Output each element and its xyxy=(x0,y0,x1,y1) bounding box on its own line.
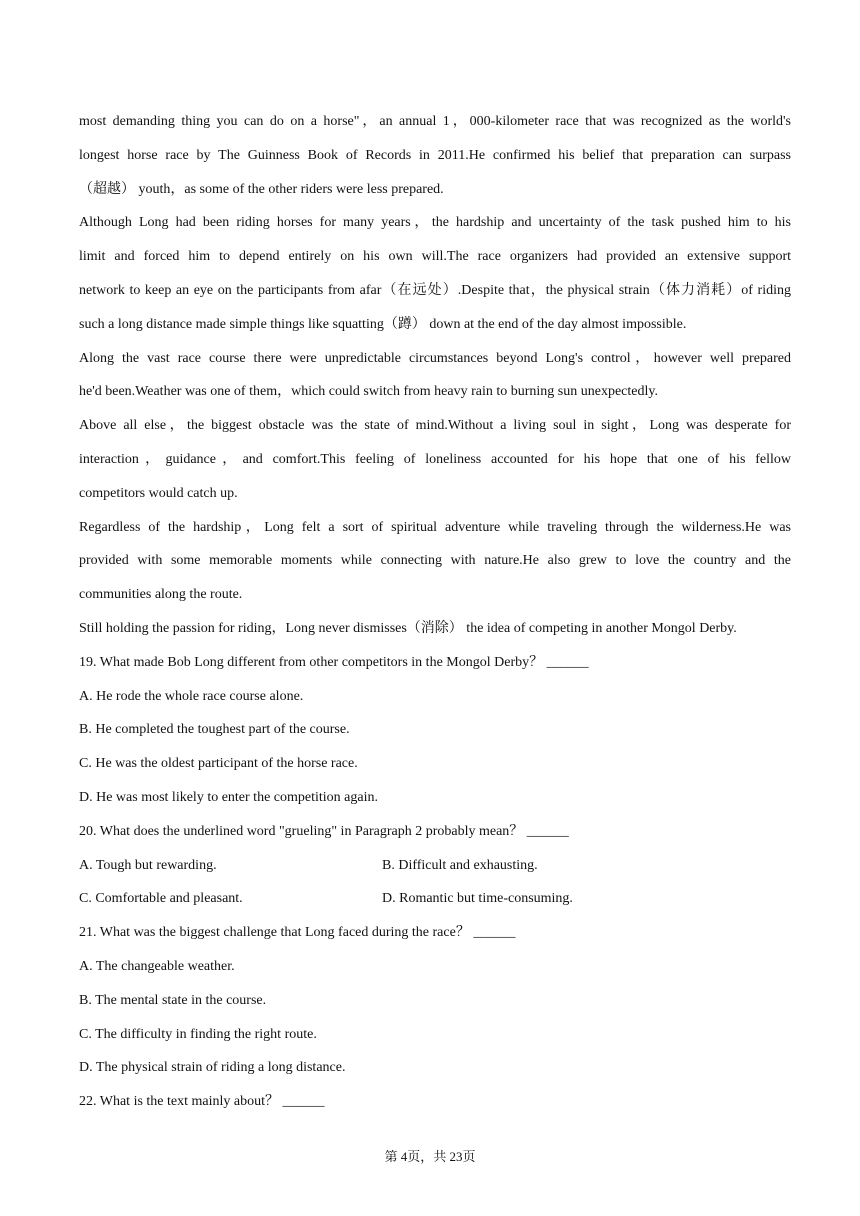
question-19 xyxy=(79,646,791,815)
text-line: Above all else，the biggest obstacle was the state of mind.Without a living soul in sight，Long was desperate for xyxy=(79,418,791,434)
text-line: competitors would catch up. xyxy=(79,485,238,501)
text-line: network to keep an eye on the participants from afar（在远处）.Despite that，the physical strain（体力消耗）of riding xyxy=(79,282,791,298)
answer-option-b: B. The mental state in the course. xyxy=(79,992,267,1008)
question-22 xyxy=(79,1085,791,1119)
paragraph xyxy=(79,206,791,341)
text-line: Although Long had been riding horses for many years，the hardship and uncertainty of the task pushed him to his xyxy=(79,215,791,231)
answer-option-c: C. He was the oldest participant of the horse race. xyxy=(79,756,358,772)
question-21 xyxy=(79,916,791,1085)
text-line: Regardless of the hardship，Long felt a sort of spiritual adventure while traveling through the wilderness.He was xyxy=(79,519,791,535)
answer-option-d: D. Romantic but time-consuming. xyxy=(382,891,573,907)
answer-option-a: A. Tough but rewarding. xyxy=(79,857,217,873)
text-line: most demanding thing you can do on a horse"，an annual 1，000-kilometer race that was recognized as the world's xyxy=(79,114,791,129)
page-content xyxy=(79,105,791,1119)
question-stem: 19. What made Bob Long different from other competitors in the Mongol Derby？ ______ xyxy=(79,654,589,670)
answer-option-c: C. Comfortable and pleasant. xyxy=(79,891,243,907)
option-row xyxy=(79,882,791,916)
answer-option-a: A. He rode the whole race course alone. xyxy=(79,688,304,704)
text-line: such a long distance made simple things like squatting（蹲） down at the end of the day almost impossible. xyxy=(79,316,687,332)
answer-option-c: C. The difficulty in finding the right route. xyxy=(79,1026,317,1042)
text-line: longest horse race by The Guinness Book of Records in 2011.He confirmed his belief that preparation can surpass xyxy=(79,147,791,163)
page-number: 第 4页，共 23页 xyxy=(384,1149,476,1164)
question-stem: 20. What does the underlined word "grueling" in Paragraph 2 probably mean？ ______ xyxy=(79,823,569,839)
paragraph xyxy=(79,511,791,612)
text-line: Along the vast race course there were unpredictable circumstances beyond Long's control，however well prepared xyxy=(79,350,791,366)
question-stem: 21. What was the biggest challenge that Long faced during the race？ ______ xyxy=(79,925,516,941)
paragraph xyxy=(79,409,791,510)
text-line: he'd been.Weather was one of them，which could switch from heavy rain to burning sun unexpectedly. xyxy=(79,384,658,400)
answer-option-a: A. The changeable weather. xyxy=(79,958,235,974)
question-stem: 22. What is the text mainly about？ ______ xyxy=(79,1094,325,1110)
answer-option-b: B. Difficult and exhausting. xyxy=(382,857,538,873)
text-line: limit and forced him to depend entirely on his own will.The race organizers had provided an extensive support xyxy=(79,249,791,265)
question-20 xyxy=(79,815,791,916)
answer-option-b: B. He completed the toughest part of the course. xyxy=(79,722,350,738)
answer-option-d: D. He was most likely to enter the competition again. xyxy=(79,789,378,805)
paragraph xyxy=(79,105,791,206)
text-line: communities along the route. xyxy=(79,587,243,603)
text-line: interaction，guidance，and comfort.This feeling of loneliness accounted for his hope that one of his fellow xyxy=(79,451,791,467)
answer-option-d: D. The physical strain of riding a long distance. xyxy=(79,1060,346,1076)
paragraph xyxy=(79,612,791,646)
text-line: provided with some memorable moments while connecting with nature.He also grew to love the country and the xyxy=(79,553,791,569)
text-line: Still holding the passion for riding，Long never dismisses（消除） the idea of competing in another Mongol Derby. xyxy=(79,620,737,636)
page-footer xyxy=(0,1148,860,1166)
text-line: （超越） youth，as some of the other riders were less prepared. xyxy=(79,181,444,197)
paragraph xyxy=(79,342,791,410)
option-row xyxy=(79,849,791,883)
